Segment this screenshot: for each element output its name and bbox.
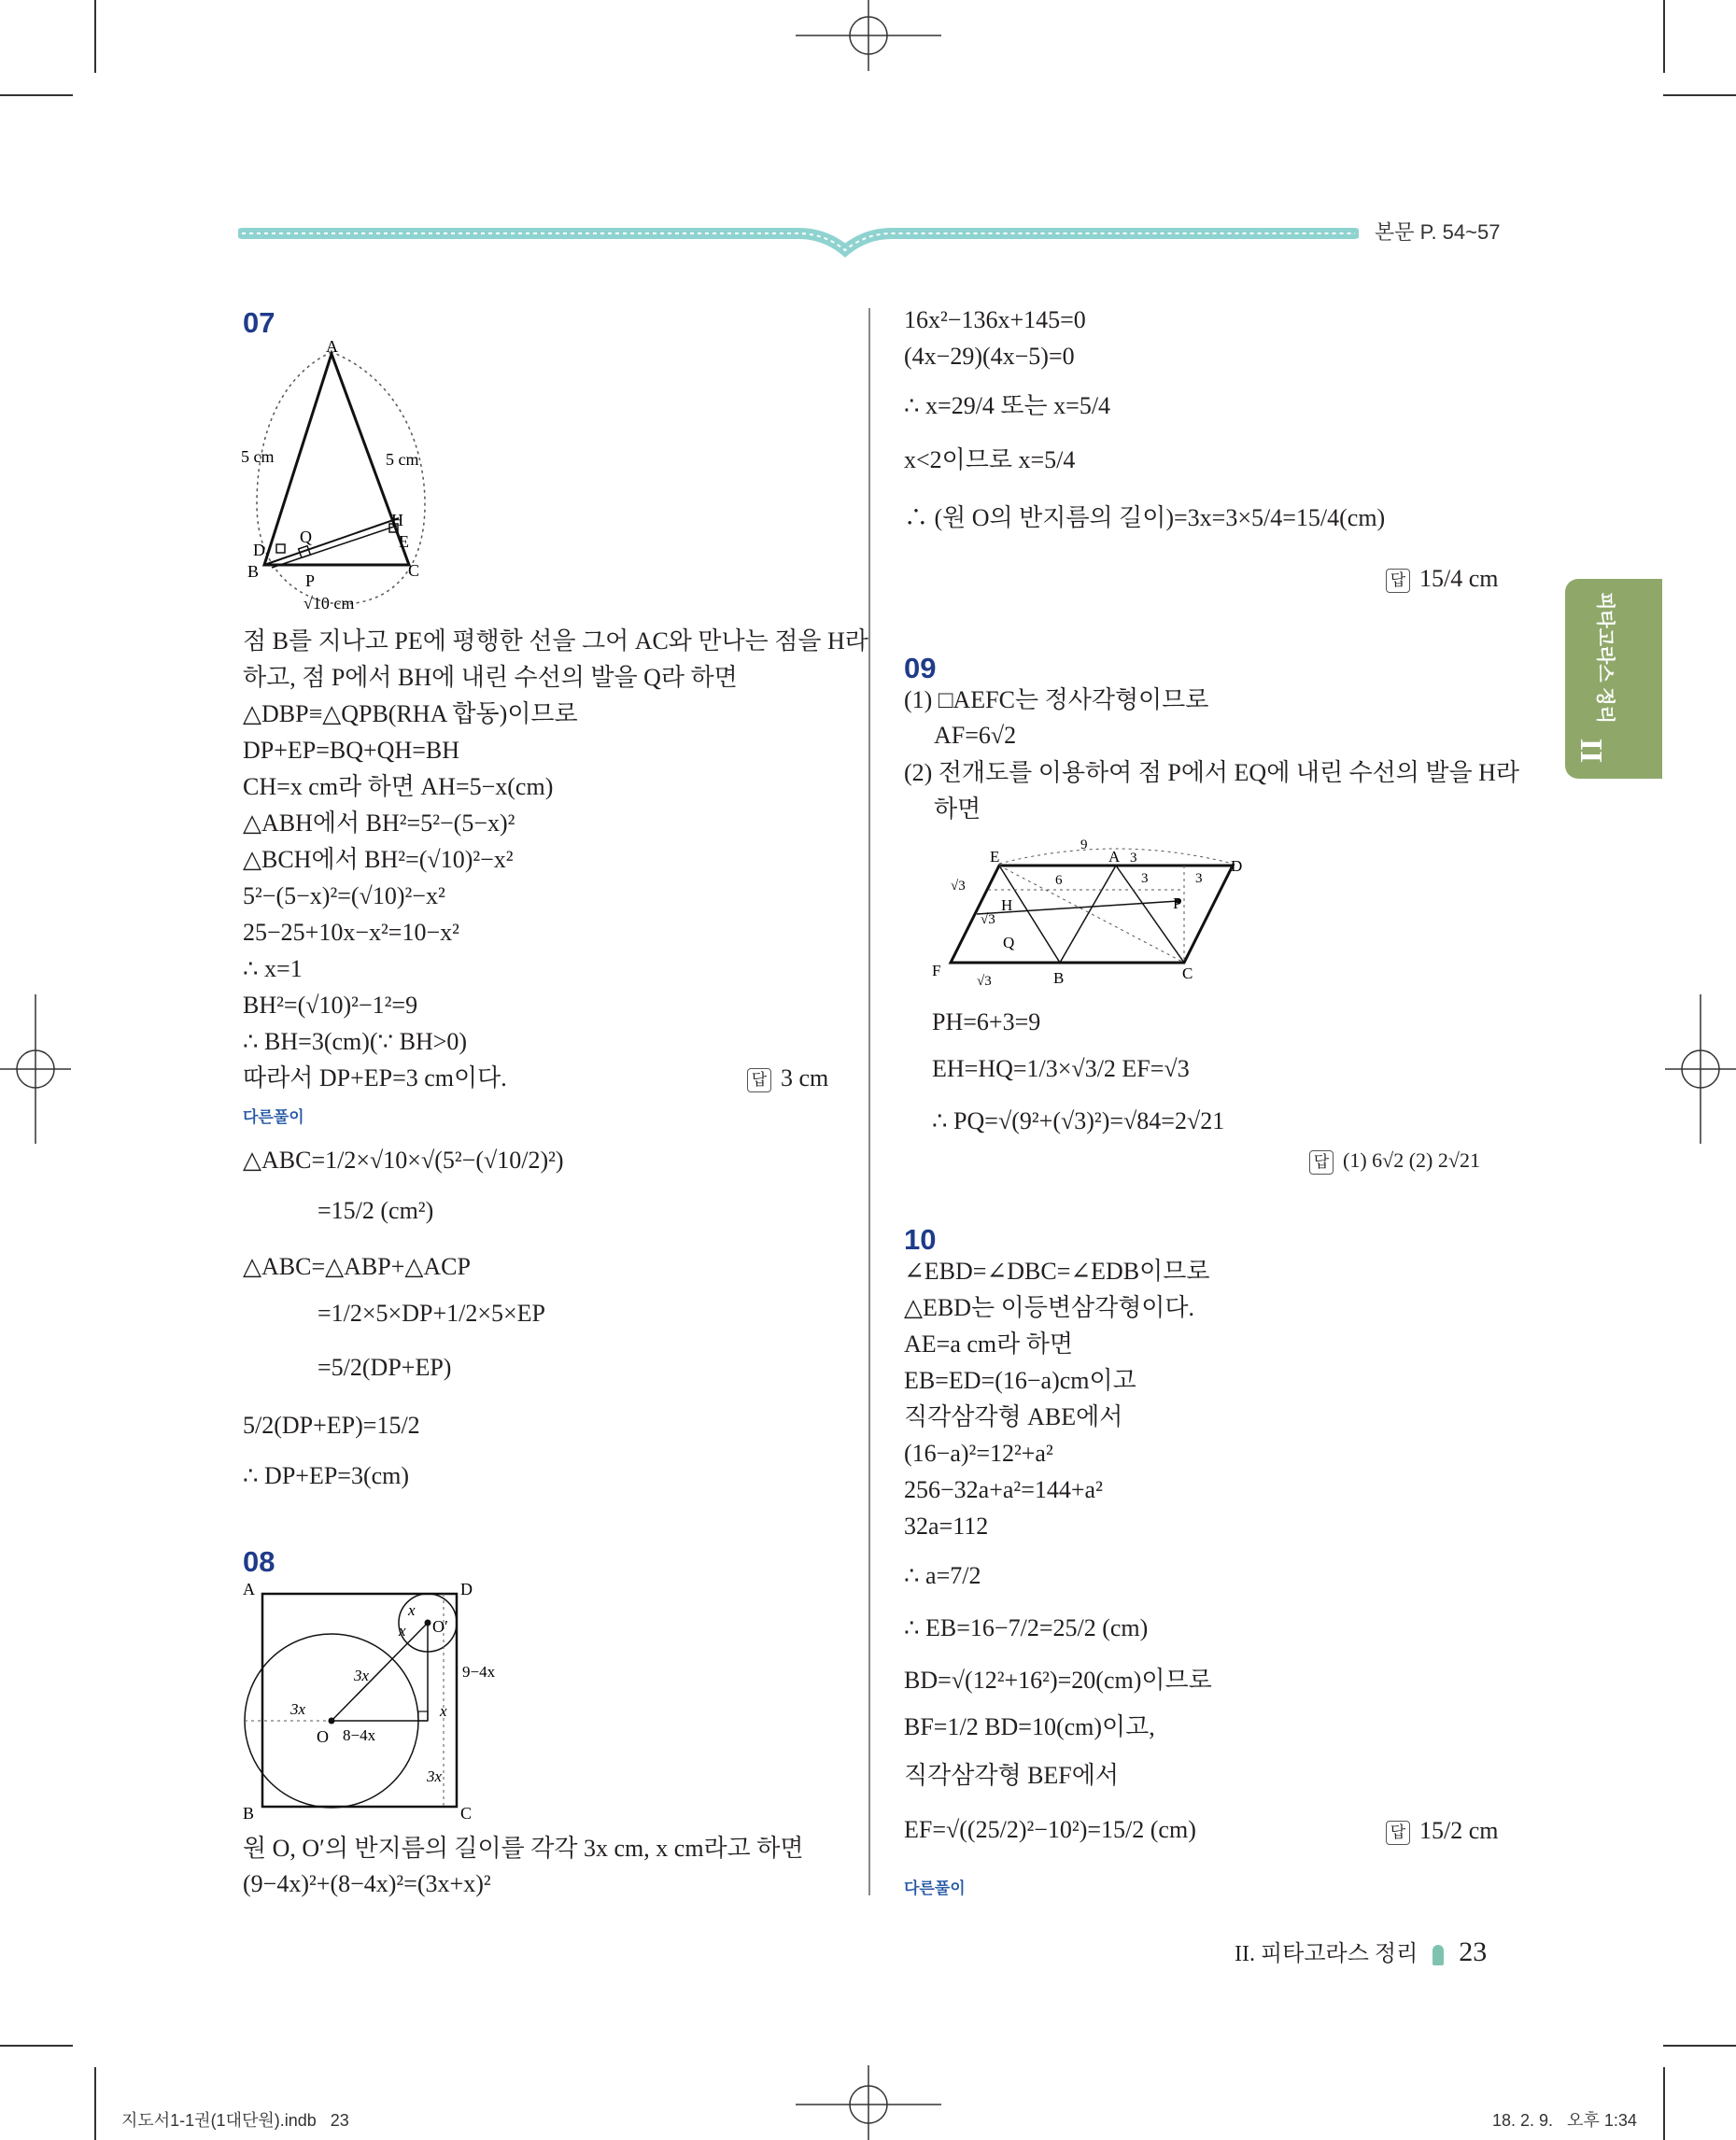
problem-07-figure bbox=[238, 341, 444, 616]
solution-line: ∴ (원 O의 반지름의 길이)=3x=3×5/4=15/4(cm) bbox=[904, 504, 1386, 531]
label-ac: 5 cm bbox=[386, 450, 419, 469]
answer-mark-icon: 답 bbox=[747, 1068, 771, 1092]
solution-line: △ABH에서 BH²=5²−(5−x)² bbox=[243, 810, 515, 837]
footer-chapter-label: II. 피타고라스 정리 bbox=[1235, 1942, 1418, 1966]
solution-line: EH=HQ=1/3×√3/2 EF=√3 bbox=[932, 1055, 1190, 1082]
label-3: 3 bbox=[1195, 871, 1203, 886]
solution-line: ∴ DP+EP=3(cm) bbox=[243, 1462, 410, 1489]
solution-line: =15/2 (cm²) bbox=[318, 1197, 434, 1224]
label-8-4x: 8−4x bbox=[343, 1726, 376, 1744]
print-slug-timestamp: 18. 2. 9. 오후 1:34 bbox=[1492, 2111, 1637, 2130]
problem-09-answer bbox=[1309, 1148, 1480, 1175]
answer-text: 15/2 cm bbox=[1419, 1817, 1499, 1844]
answer-mark-icon: 답 bbox=[1309, 1150, 1334, 1175]
label-3: 3 bbox=[1130, 851, 1137, 866]
answer-mark-icon: 답 bbox=[1386, 1821, 1410, 1845]
pencil-icon bbox=[1433, 1945, 1444, 1965]
problem-09-number: 09 bbox=[904, 652, 937, 684]
solution-line: (9−4x)²+(8−4x)²=(3x+x)² bbox=[243, 1870, 491, 1897]
registration-mark-top bbox=[794, 0, 943, 75]
crop-mark bbox=[0, 94, 73, 96]
chapter-tab-label: 피타고라스 정리 bbox=[1594, 592, 1616, 724]
problem-07-alt-label: 다른풀이 bbox=[243, 1108, 304, 1127]
solution-line: DP+EP=BQ+QH=BH bbox=[243, 737, 460, 764]
solution-line: ∴ EB=16−7/2=25/2 (cm) bbox=[904, 1614, 1149, 1641]
page-number: 23 bbox=[1459, 1936, 1488, 1967]
solution-line: EF=√((25/2)²−10²)=15/2 (cm) bbox=[904, 1816, 1196, 1843]
label-F: F bbox=[932, 962, 941, 979]
answer-text: 3 cm bbox=[781, 1064, 829, 1091]
registration-mark-bottom bbox=[794, 2065, 943, 2140]
chapter-side-tab bbox=[1565, 579, 1662, 779]
solution-line: 256−32a+a²=144+a² bbox=[904, 1476, 1103, 1503]
column-divider bbox=[868, 308, 870, 1895]
solution-line: (1) □AEFC는 정사각형이므로 bbox=[904, 686, 1209, 713]
solution-line: ∴ x=29/4 또는 x=5/4 bbox=[904, 392, 1111, 419]
label-D: D bbox=[460, 1580, 473, 1598]
label-Q: Q bbox=[300, 528, 312, 546]
label-root3: √3 bbox=[981, 912, 995, 927]
problem-08-number: 08 bbox=[243, 1545, 275, 1578]
label-3x: 3x bbox=[290, 1700, 306, 1718]
label-x: x bbox=[408, 1601, 416, 1619]
label-6: 6 bbox=[1055, 873, 1063, 888]
header-page-ref: 본문 P. 54~57 bbox=[1375, 220, 1501, 244]
solution-line: △DBP≡△QPB(RHA 합동)이므로 bbox=[243, 700, 578, 727]
problem-10-number: 10 bbox=[904, 1223, 937, 1256]
label-H: H bbox=[1001, 896, 1013, 914]
solution-line: △BCH에서 BH²=(√10)²−x² bbox=[243, 846, 514, 873]
problem-09-figure bbox=[924, 836, 1261, 999]
label-O-prime: O′ bbox=[432, 1617, 448, 1636]
crop-mark bbox=[0, 2045, 73, 2047]
label-x: x bbox=[440, 1702, 447, 1720]
crop-mark bbox=[1663, 0, 1665, 73]
solution-line: 하고, 점 P에서 BH에 내린 수선의 발을 Q라 하면 bbox=[243, 664, 738, 691]
label-A: A bbox=[1108, 848, 1121, 866]
solution-line: BD=√(12²+16²)=20(cm)이므로 bbox=[904, 1667, 1212, 1694]
solution-line: CH=x cm라 하면 AH=5−x(cm) bbox=[243, 773, 554, 800]
label-C: C bbox=[408, 561, 420, 580]
registration-mark-left bbox=[0, 994, 75, 1144]
label-O: O bbox=[317, 1727, 329, 1746]
label-A: A bbox=[243, 1580, 255, 1598]
label-9: 9 bbox=[1080, 838, 1088, 852]
solution-line: △EBD는 이등변삼각형이다. bbox=[904, 1294, 1195, 1321]
solution-line: AE=a cm라 하면 bbox=[904, 1330, 1073, 1358]
solution-line: ∴ BH=3(cm)(∵ BH>0) bbox=[243, 1028, 468, 1055]
answer-text: (1) 6√2 (2) 2√21 bbox=[1343, 1148, 1480, 1172]
solution-line: 하면 bbox=[934, 795, 981, 823]
solution-line: x<2이므로 x=5/4 bbox=[904, 446, 1076, 473]
print-slug-file: 지도서1-1권(1대단원).indb 23 bbox=[121, 2111, 349, 2130]
solution-line: 32a=112 bbox=[904, 1513, 989, 1540]
label-P: P bbox=[1173, 894, 1182, 912]
problem-10-alt-label: 다른풀이 bbox=[904, 1880, 966, 1898]
problem-08-figure bbox=[238, 1578, 537, 1830]
label-C: C bbox=[460, 1804, 473, 1823]
label-C: C bbox=[1182, 964, 1193, 982]
label-E: E bbox=[990, 848, 1000, 866]
label-3x: 3x bbox=[427, 1767, 443, 1785]
label-B: B bbox=[247, 562, 260, 581]
header-ribbon bbox=[238, 213, 1359, 260]
problem-07-number: 07 bbox=[243, 306, 275, 339]
label-P: P bbox=[305, 571, 316, 590]
label-root3: √3 bbox=[977, 974, 992, 989]
label-3x: 3x bbox=[354, 1667, 370, 1684]
label-D: D bbox=[253, 541, 265, 559]
label-x: x bbox=[399, 1622, 406, 1640]
solution-line: =5/2(DP+EP) bbox=[318, 1354, 452, 1381]
label-B: B bbox=[243, 1804, 255, 1823]
crop-mark bbox=[1663, 2045, 1736, 2047]
solution-line: 따라서 DP+EP=3 cm이다. bbox=[243, 1064, 507, 1091]
solution-line: ∴ PQ=√(9²+(√3)²)=√84=2√21 bbox=[932, 1107, 1225, 1134]
label-root3: √3 bbox=[951, 879, 966, 894]
solution-line: (4x−29)(4x−5)=0 bbox=[904, 343, 1075, 370]
label-9-4x: 9−4x bbox=[462, 1663, 496, 1681]
solution-line: 5/2(DP+EP)=15/2 bbox=[243, 1412, 420, 1439]
solution-line: =1/2×5×DP+1/2×5×EP bbox=[318, 1300, 546, 1327]
solution-line: BH²=(√10)²−1²=9 bbox=[243, 992, 418, 1019]
label-ab: 5 cm bbox=[241, 447, 275, 466]
crop-mark bbox=[1663, 2067, 1665, 2140]
solution-line: EB=ED=(16−a)cm이고 bbox=[904, 1367, 1136, 1394]
answer-text: 15/4 cm bbox=[1419, 565, 1499, 592]
crop-mark bbox=[94, 2067, 96, 2140]
solution-line: ∠EBD=∠DBC=∠EDB이므로 bbox=[904, 1258, 1210, 1285]
solution-line: AF=6√2 bbox=[934, 722, 1017, 749]
solution-line: PH=6+3=9 bbox=[932, 1008, 1041, 1035]
solution-line: BF=1/2 BD=10(cm)이고, bbox=[904, 1713, 1155, 1740]
solution-line: △ABC=1/2×√10×√(5²−(√10/2)²) bbox=[243, 1147, 564, 1174]
registration-mark-right bbox=[1661, 994, 1736, 1144]
label-A: A bbox=[326, 341, 338, 356]
solution-line: 16x²−136x+145=0 bbox=[904, 306, 1086, 333]
problem-07-answer bbox=[747, 1064, 828, 1092]
crop-mark bbox=[1663, 94, 1736, 96]
answer-mark-icon: 답 bbox=[1386, 569, 1410, 593]
solution-line: 25−25+10x−x²=10−x² bbox=[243, 919, 459, 946]
label-D: D bbox=[1231, 857, 1243, 875]
problem-08-answer bbox=[1386, 565, 1499, 593]
solution-line: 직각삼각형 ABE에서 bbox=[904, 1403, 1123, 1430]
solution-line: ∴ a=7/2 bbox=[904, 1562, 981, 1589]
label-H: H bbox=[391, 511, 403, 529]
solution-line: 점 B를 지나고 PE에 평행한 선을 그어 AC와 만나는 점을 H라 bbox=[243, 627, 868, 655]
label-Q: Q bbox=[1003, 934, 1015, 951]
label-bc: √10 cm bbox=[303, 594, 355, 612]
crop-mark bbox=[94, 0, 96, 73]
solution-line: 직각삼각형 BEF에서 bbox=[904, 1762, 1119, 1789]
problem-10-answer bbox=[1386, 1817, 1499, 1845]
chapter-tab-roman: II bbox=[1574, 738, 1609, 764]
solution-line: (2) 전개도를 이용하여 점 P에서 EQ에 내린 수선의 발을 H라 bbox=[904, 759, 1520, 786]
label-E: E bbox=[399, 532, 409, 551]
footer-chapter bbox=[1235, 1935, 1487, 1968]
solution-line: 5²−(5−x)²=(√10)²−x² bbox=[243, 882, 445, 909]
label-B: B bbox=[1053, 969, 1065, 987]
solution-line: ∴ x=1 bbox=[243, 955, 303, 982]
solution-line: (16−a)²=12²+a² bbox=[904, 1440, 1053, 1467]
solution-line: △ABC=△ABP+△ACP bbox=[243, 1253, 471, 1280]
solution-line: 원 O, O′의 반지름의 길이를 각각 3x cm, x cm라고 하면 bbox=[243, 1835, 804, 1862]
label-3: 3 bbox=[1141, 871, 1149, 886]
